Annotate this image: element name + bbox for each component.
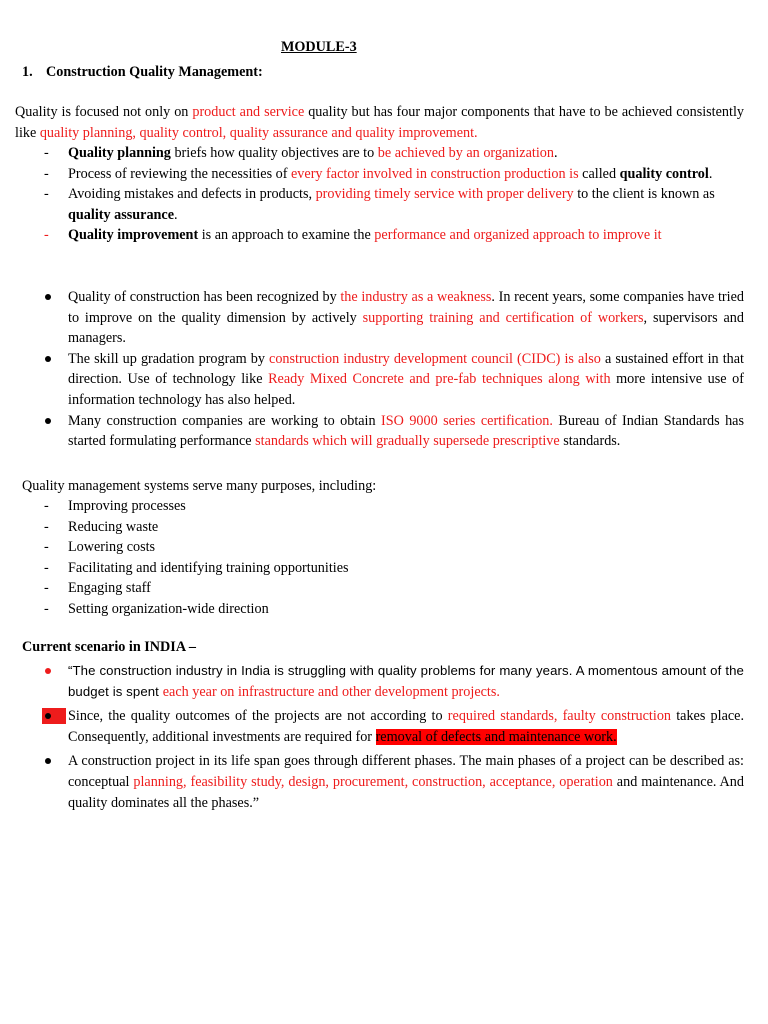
list-item — [44, 164, 744, 185]
intro-red-2: quality planning, quality control, quality assurance and quality improvement. — [39, 124, 478, 141]
bullet-marker — [45, 668, 51, 674]
item-red: ISO 9000 series certification. — [381, 412, 553, 429]
item-text: and maintenance. And quality dominates all the phases.” — [68, 773, 744, 811]
item-text: Since, the quality outcomes of the projects are not according to — [68, 708, 448, 725]
item-text: The skill up gradation program by — [68, 350, 270, 367]
list-item — [44, 411, 744, 452]
list-item — [44, 517, 744, 538]
list-item — [44, 558, 744, 579]
purposes-list — [44, 496, 744, 620]
scenario-heading: Current scenario in INDIA – — [22, 639, 196, 655]
list-item — [44, 287, 744, 349]
item-red: supporting training and certification of workers — [362, 309, 644, 326]
item-red: be achieved by an organization — [377, 145, 554, 161]
item-text: Lowering costs — [68, 539, 156, 556]
dash-marker: - — [44, 559, 49, 576]
list-item — [44, 661, 744, 702]
list-item — [44, 751, 744, 813]
item-text: “The construction industry in India is struggling with quality problems for many years. A momentous amount of the budget is spent — [68, 663, 744, 699]
item-text: Setting organization-wide direction — [68, 600, 269, 617]
item-text: Avoiding mistakes and defects in products, — [68, 186, 316, 203]
bullets-list — [44, 287, 744, 452]
bullet-marker — [42, 708, 66, 724]
dash-marker: - — [44, 186, 49, 203]
dash-marker: - — [44, 145, 49, 161]
item-text: Process of reviewing the necessities of — [68, 165, 291, 182]
item-text: . In recent years, some companies have tried to improve on the quality dimension by actively — [68, 289, 744, 326]
item-text: . — [174, 206, 178, 223]
item-highlight: removal of defects and maintenance work. — [375, 728, 617, 745]
item-text: called — [578, 165, 620, 182]
bullet-marker — [45, 294, 51, 300]
item-red: performance and organized approach to improve it — [374, 227, 662, 244]
scenario-list — [44, 661, 744, 813]
item-text: briefs how quality objectives are to — [170, 145, 378, 161]
item-red: the industry as a weakness — [340, 289, 492, 305]
list-item — [44, 578, 744, 599]
term-bold: quality assurance — [68, 206, 175, 223]
intro-text-1: Quality is focused not only on — [15, 104, 193, 120]
list-item — [44, 349, 744, 411]
section-title: Construction Quality Management: — [46, 64, 263, 80]
item-red: providing timely service with proper delivery — [315, 186, 574, 203]
item-text: takes place. Consequently, additional investments are required for — [68, 708, 745, 745]
item-red: standards which will gradually supersede prescriptive — [255, 433, 560, 450]
intro-paragraph — [15, 102, 744, 143]
item-text: Engaging staff — [68, 580, 151, 597]
list-item — [44, 184, 744, 225]
item-text: standards. — [559, 433, 621, 450]
list-item — [44, 599, 744, 620]
item-text: a sustained effort in that direction. Use of technology like — [68, 350, 744, 388]
item-text: Reducing waste — [68, 518, 159, 535]
item-text: . — [708, 165, 713, 182]
item-red: each year on infrastructure and other development projects. — [162, 683, 500, 700]
section-number: 1. — [22, 64, 33, 80]
item-text: to the client is known as — [573, 186, 715, 203]
dash-marker: - — [44, 539, 49, 556]
dash-marker: - — [44, 580, 49, 597]
item-red: required standards, faulty construction — [447, 708, 672, 725]
item-text: Improving processes — [68, 498, 186, 514]
dash-marker: - — [44, 227, 49, 244]
item-text: Bureau of Indian Standards has started formulating performance — [68, 412, 745, 450]
term-bold: Quality improvement — [68, 227, 199, 244]
item-red: Ready Mixed Concrete and pre-fab techniques along with — [268, 371, 611, 388]
list-item — [44, 706, 744, 747]
list-item — [44, 496, 744, 517]
module-title: MODULE-3 — [281, 39, 357, 55]
item-text: is an approach to examine the — [198, 227, 375, 244]
list-item — [44, 143, 744, 164]
item-text: Many construction companies are working to obtain — [68, 412, 382, 429]
item-text: Facilitating and identifying training opportunities — [68, 559, 349, 576]
item-text: , supervisors and managers. — [68, 309, 744, 347]
dash-marker: - — [44, 600, 49, 617]
list-item — [44, 225, 744, 246]
intro-text-2: quality but has four major components that have to be achieved consistently like — [15, 104, 744, 141]
bullet-marker — [45, 356, 51, 362]
item-text: Quality of construction has been recognized by — [68, 289, 341, 305]
bullet-marker — [45, 418, 51, 424]
intro-red-1: product and service — [192, 104, 305, 120]
item-red: planning, feasibility study, design, procurement, construction, acceptance, operation — [133, 773, 613, 790]
purposes-intro: Quality management systems serve many purposes, including: — [22, 478, 377, 494]
item-text: . — [553, 145, 558, 161]
item-text: more intensive use of information technology has also helped. — [68, 371, 744, 408]
term-bold: Quality planning — [68, 145, 171, 161]
item-red: every factor involved in construction production is — [291, 165, 579, 182]
bullet-marker — [45, 758, 51, 764]
dash-marker: - — [44, 518, 49, 535]
item-text: A construction project in its life span goes through different phases. The main phases of a project can be described as: conceptual — [68, 753, 744, 790]
item-red: construction industry development council (CIDC) is also — [269, 350, 601, 367]
dash-marker: - — [44, 498, 49, 514]
list-item — [44, 537, 744, 558]
dash-marker: - — [44, 165, 49, 182]
term-bold: quality control — [619, 165, 709, 182]
components-list — [44, 143, 744, 246]
section-heading — [22, 63, 263, 81]
